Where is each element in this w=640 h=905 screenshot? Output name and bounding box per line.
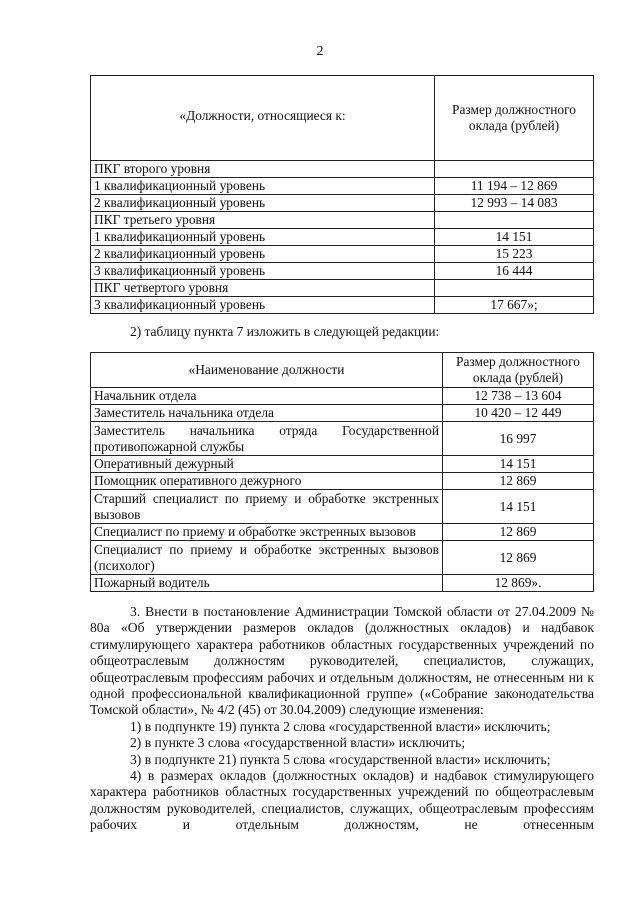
row-value: 12 869	[443, 473, 594, 490]
row-label: 1 квалификационный уровень	[91, 178, 435, 195]
table-row	[91, 263, 594, 280]
row-value: 12 993 – 14 083	[435, 195, 594, 212]
table-row	[91, 212, 594, 229]
row-label: 3 квалификационный уровень	[91, 297, 435, 314]
paragraph-section3-main: 3. Внести в постановление Администрации Томской области от 27.04.2009 № 80а «Об утверждении размеров окладов (должностных окладов) и надбавок стимулирующего характера работников областных государственных учреждений по общеотраслевым должностям руководителей, специалистов, служащих, общеотраслевым профессиям рабочих и отдельным должностям, не отнесенным ни к одной профессиональной квалификационной группе» («Собрание законодательства Томской области», № 4/2 (45) от 30.04.2009) следующие изменения:	[90, 604, 594, 718]
row-label: 1 квалификационный уровень	[91, 229, 435, 246]
row-label: Старший специалист по приему и обработке экстренных вызовов	[91, 490, 443, 524]
row-value: 12 869	[443, 524, 594, 541]
table-row	[91, 575, 594, 592]
table-row	[91, 280, 594, 297]
list-item: 4) в размерах окладов (должностных окладов) и надбавок стимулирующего характера работников областных государственных учреждений по общеотраслевым должностям руководителей, специалистов, служащих, общеотраслевым профессиям рабочих и отдельным должностям, не отнесенным	[90, 768, 594, 833]
table-row	[91, 456, 594, 473]
row-value: 14 151	[443, 456, 594, 473]
row-value: 15 223	[435, 246, 594, 263]
row-value: 12 869	[443, 541, 594, 575]
row-value: 10 420 – 12 449	[443, 405, 594, 422]
row-value: 12 738 – 13 604	[443, 388, 594, 405]
row-label: Оперативный дежурный	[91, 456, 443, 473]
table-row	[91, 473, 594, 490]
row-value: 14 151	[443, 490, 594, 524]
row-value: 12 869».	[443, 575, 594, 592]
table-row	[91, 422, 594, 456]
table-row	[91, 229, 594, 246]
table-row	[91, 297, 594, 314]
table-row	[91, 524, 594, 541]
row-value: 11 194 – 12 869	[435, 178, 594, 195]
table-row	[91, 246, 594, 263]
salary-table-pkg	[90, 75, 594, 314]
row-value: 16 997	[443, 422, 594, 456]
table-header-row	[91, 353, 594, 388]
table-row	[91, 490, 594, 524]
header-position: «Наименование должности	[91, 353, 443, 388]
list-item: 3) в подпункте 21) пункта 5 слова «государственной власти» исключить;	[130, 751, 551, 767]
row-value: 16 444	[435, 263, 594, 280]
table-row	[91, 178, 594, 195]
header-position: «Должности, относящиеся к:	[91, 76, 435, 161]
row-label: Пожарный водитель	[91, 575, 443, 592]
table-row	[91, 388, 594, 405]
table-row	[91, 195, 594, 212]
salary-table-positions	[90, 352, 594, 592]
row-label: Начальник отдела	[91, 388, 443, 405]
row-value	[435, 161, 594, 178]
header-salary: Размер должностного оклада (рублей)	[443, 353, 594, 388]
list-item: 1) в подпункте 19) пункта 2 слова «государственной власти» исключить;	[130, 718, 551, 734]
table-row	[91, 541, 594, 575]
row-value	[435, 280, 594, 297]
header-salary: Размер должностного оклада (рублей)	[435, 76, 594, 161]
row-label: 2 квалификационный уровень	[91, 195, 435, 212]
row-value: 17 667»;	[435, 297, 594, 314]
table-row	[91, 405, 594, 422]
table-row	[91, 161, 594, 178]
table-header-row	[91, 76, 594, 161]
row-label: Специалист по приему и обработке экстренных вызовов	[91, 524, 443, 541]
list-item: 2) в пункте 3 слова «государственной власти» исключить;	[130, 735, 466, 751]
row-label: Помощник оперативного дежурного	[91, 473, 443, 490]
row-label: Заместитель начальника отдела	[91, 405, 443, 422]
row-label: ПКГ второго уровня	[91, 161, 435, 178]
row-label: ПКГ четвертого уровня	[91, 280, 435, 297]
row-label: 2 квалификационный уровень	[91, 246, 435, 263]
row-label: 3 квалификационный уровень	[91, 263, 435, 280]
row-label: ПКГ третьего уровня	[91, 212, 435, 229]
row-label: Специалист по приему и обработке экстренных вызовов (психолог)	[91, 541, 443, 575]
row-value: 14 151	[435, 229, 594, 246]
paragraph-table2-intro: 2) таблицу пункта 7 изложить в следующей редакции:	[130, 324, 440, 339]
row-label: Заместитель начальника отряда Государственной противопожарной службы	[91, 422, 443, 456]
section-3-text	[90, 604, 594, 834]
page-number: 2	[316, 44, 324, 59]
row-value	[435, 212, 594, 229]
